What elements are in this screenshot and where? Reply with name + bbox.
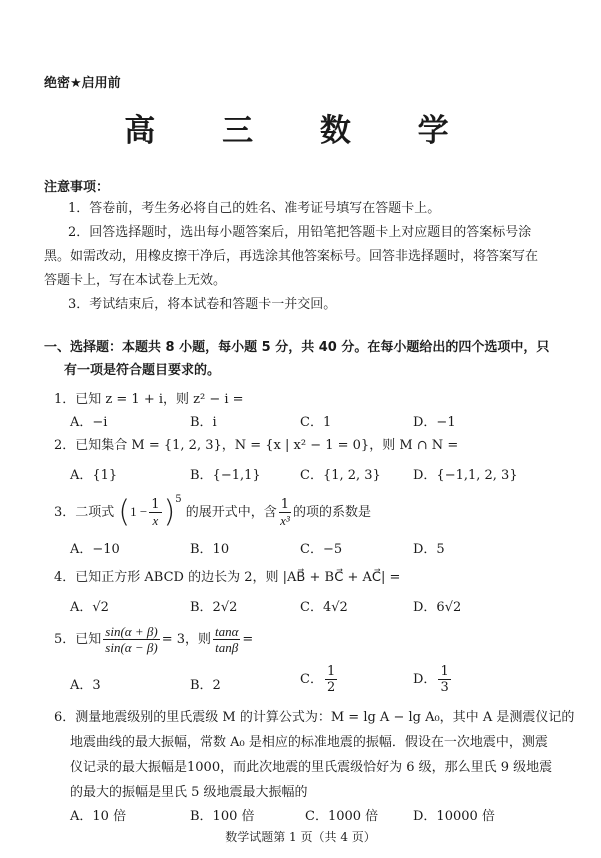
q5-option-d-label: D．: [413, 672, 437, 687]
notice-item-3: 3．考试结束后，将本试卷和答题卡一并交回。: [68, 297, 337, 312]
q5-fraction: [103, 624, 159, 655]
q5-stem-pre: 5．已知: [54, 632, 102, 647]
q5-d-num: 1: [440, 664, 449, 679]
q5-c-den: 2: [326, 680, 336, 695]
notice-heading: 注意事项：: [44, 180, 110, 195]
q1-option-b: B．i: [190, 415, 217, 430]
notice-item-2-cont: 黑。如需改动，用橡皮擦干净后，再选涂其他答案标号。回答非选择题时，将答案写在: [44, 249, 539, 264]
q3-paren-close: ): [163, 494, 176, 530]
q5-option-d: [413, 664, 453, 695]
q3-fraction: [149, 497, 161, 528]
question-3: [54, 494, 371, 528]
q3-term-num: 1: [280, 497, 290, 512]
q3-option-b: B．10: [190, 542, 230, 557]
notice-item-2: 2．回答选择题时，选出每小题答案后，用铅笔把答题卡上对应题目的答案标号涂: [68, 225, 532, 240]
q3-one: 1 −: [130, 504, 148, 519]
q5-frac-den: sin(α − β): [105, 640, 158, 655]
q3-stem-post: 的展开式中，含: [185, 505, 277, 520]
q5-option-d-fraction: [438, 664, 450, 695]
q5-option-b: B．2: [190, 678, 221, 693]
question-6-line-1: 6．测量地震级别的里氏震级 M 的计算公式为：M = lg A − lg A₀，其中 A 是测震仪记的: [54, 710, 575, 725]
q4-option-b: B．2√2: [190, 600, 238, 615]
q3-term-fraction: [279, 497, 291, 528]
q3-frac-num: 1: [151, 497, 160, 512]
q5-stem-mid: = 3，则: [161, 632, 211, 647]
notice-item-1: 1．答卷前，考生务必将自己的姓名、准考证号填写在答题卡上。: [68, 201, 441, 216]
q6-option-d: D．10000 倍: [413, 809, 495, 824]
page-title: 高 三 数 学: [124, 113, 477, 149]
q5-ratio-fraction: [213, 624, 240, 655]
q5-d-den: 3: [440, 680, 449, 695]
q6-option-c: C．1000 倍: [305, 809, 379, 824]
q6-option-b: B．100 倍: [190, 809, 255, 824]
q4-option-d: D．6√2: [413, 600, 462, 615]
q5-c-num: 1: [326, 664, 336, 679]
question-2: 2．已知集合 M = {1, 2, 3}，N = {x | x² − 1 = 0}，则 M ∩ N =: [54, 438, 459, 453]
question-4: 4．已知正方形 ABCD 的边长为 2，则 |AB⃗ + BC⃗ + AC⃗| =: [54, 570, 401, 585]
q1-option-c: C．1: [300, 415, 332, 430]
question-6-line-3: 仪记录的最大振幅是1000，而此次地震的里氏震级恰好为 6 级，那么里氏 9 级地震: [70, 760, 553, 775]
q6-option-a: A．10 倍: [70, 809, 127, 824]
question-6-line-4: 的最大的振幅是里氏 5 级地震最大振幅的: [70, 785, 308, 800]
q3-option-c: C．−5: [300, 542, 343, 557]
q5-frac-num: sin(α + β): [105, 624, 158, 639]
q5-stem-end: =: [242, 632, 254, 647]
question-5: [54, 624, 253, 655]
q2-option-c: C．{1, 2, 3}: [300, 468, 381, 483]
q5-option-c-fraction: [325, 664, 337, 695]
question-6-line-2: 地震曲线的最大振幅，常数 A₀ 是相应的标准地震的振幅．假设在一次地震中，测震: [70, 735, 548, 750]
q5-option-a: A．3: [70, 678, 101, 693]
q3-term-den: x³: [280, 513, 290, 528]
q2-option-d: D．{−1,1, 2, 3}: [413, 468, 518, 483]
q3-frac-den: x: [152, 513, 159, 528]
q3-option-a: A．−10: [70, 542, 120, 557]
q4-option-c: C．4√2: [300, 600, 348, 615]
q3-option-d: D．5: [413, 542, 445, 557]
q1-option-a: A．−i: [70, 415, 108, 430]
q5-option-c: [300, 664, 339, 695]
section-heading-cont: 有一项是符合题目要求的。: [64, 363, 221, 378]
section-heading: 一、选择题：本题共 8 小题，每小题 5 分，共 40 分。在每小题给出的四个选项中，只: [44, 340, 550, 355]
question-1: 1．已知 z = 1 + i，则 z² − i =: [54, 392, 244, 407]
q2-option-a: A．{1}: [70, 468, 118, 483]
page-footer: 数学试题第 1 页（共 4 页）: [225, 830, 376, 844]
q2-option-b: B．{−1,1}: [190, 468, 261, 483]
q5-option-c-label: C．: [300, 672, 323, 687]
q3-stem-pre: 3．二项式: [54, 505, 115, 520]
q5-ratio-num: tanα: [214, 624, 239, 639]
confidential-label: 绝密★启用前: [44, 76, 121, 91]
q4-option-a: A．√2: [70, 600, 109, 615]
q1-option-d: D．−1: [413, 415, 456, 430]
q3-stem-end: 的项的系数是: [293, 505, 372, 520]
q3-paren-open: (: [118, 494, 131, 530]
q3-exponent: 5: [175, 494, 182, 505]
q5-ratio-den: tanβ: [215, 640, 239, 655]
notice-item-2-cont2: 答题卡上，写在本试卷上无效。: [44, 273, 227, 288]
